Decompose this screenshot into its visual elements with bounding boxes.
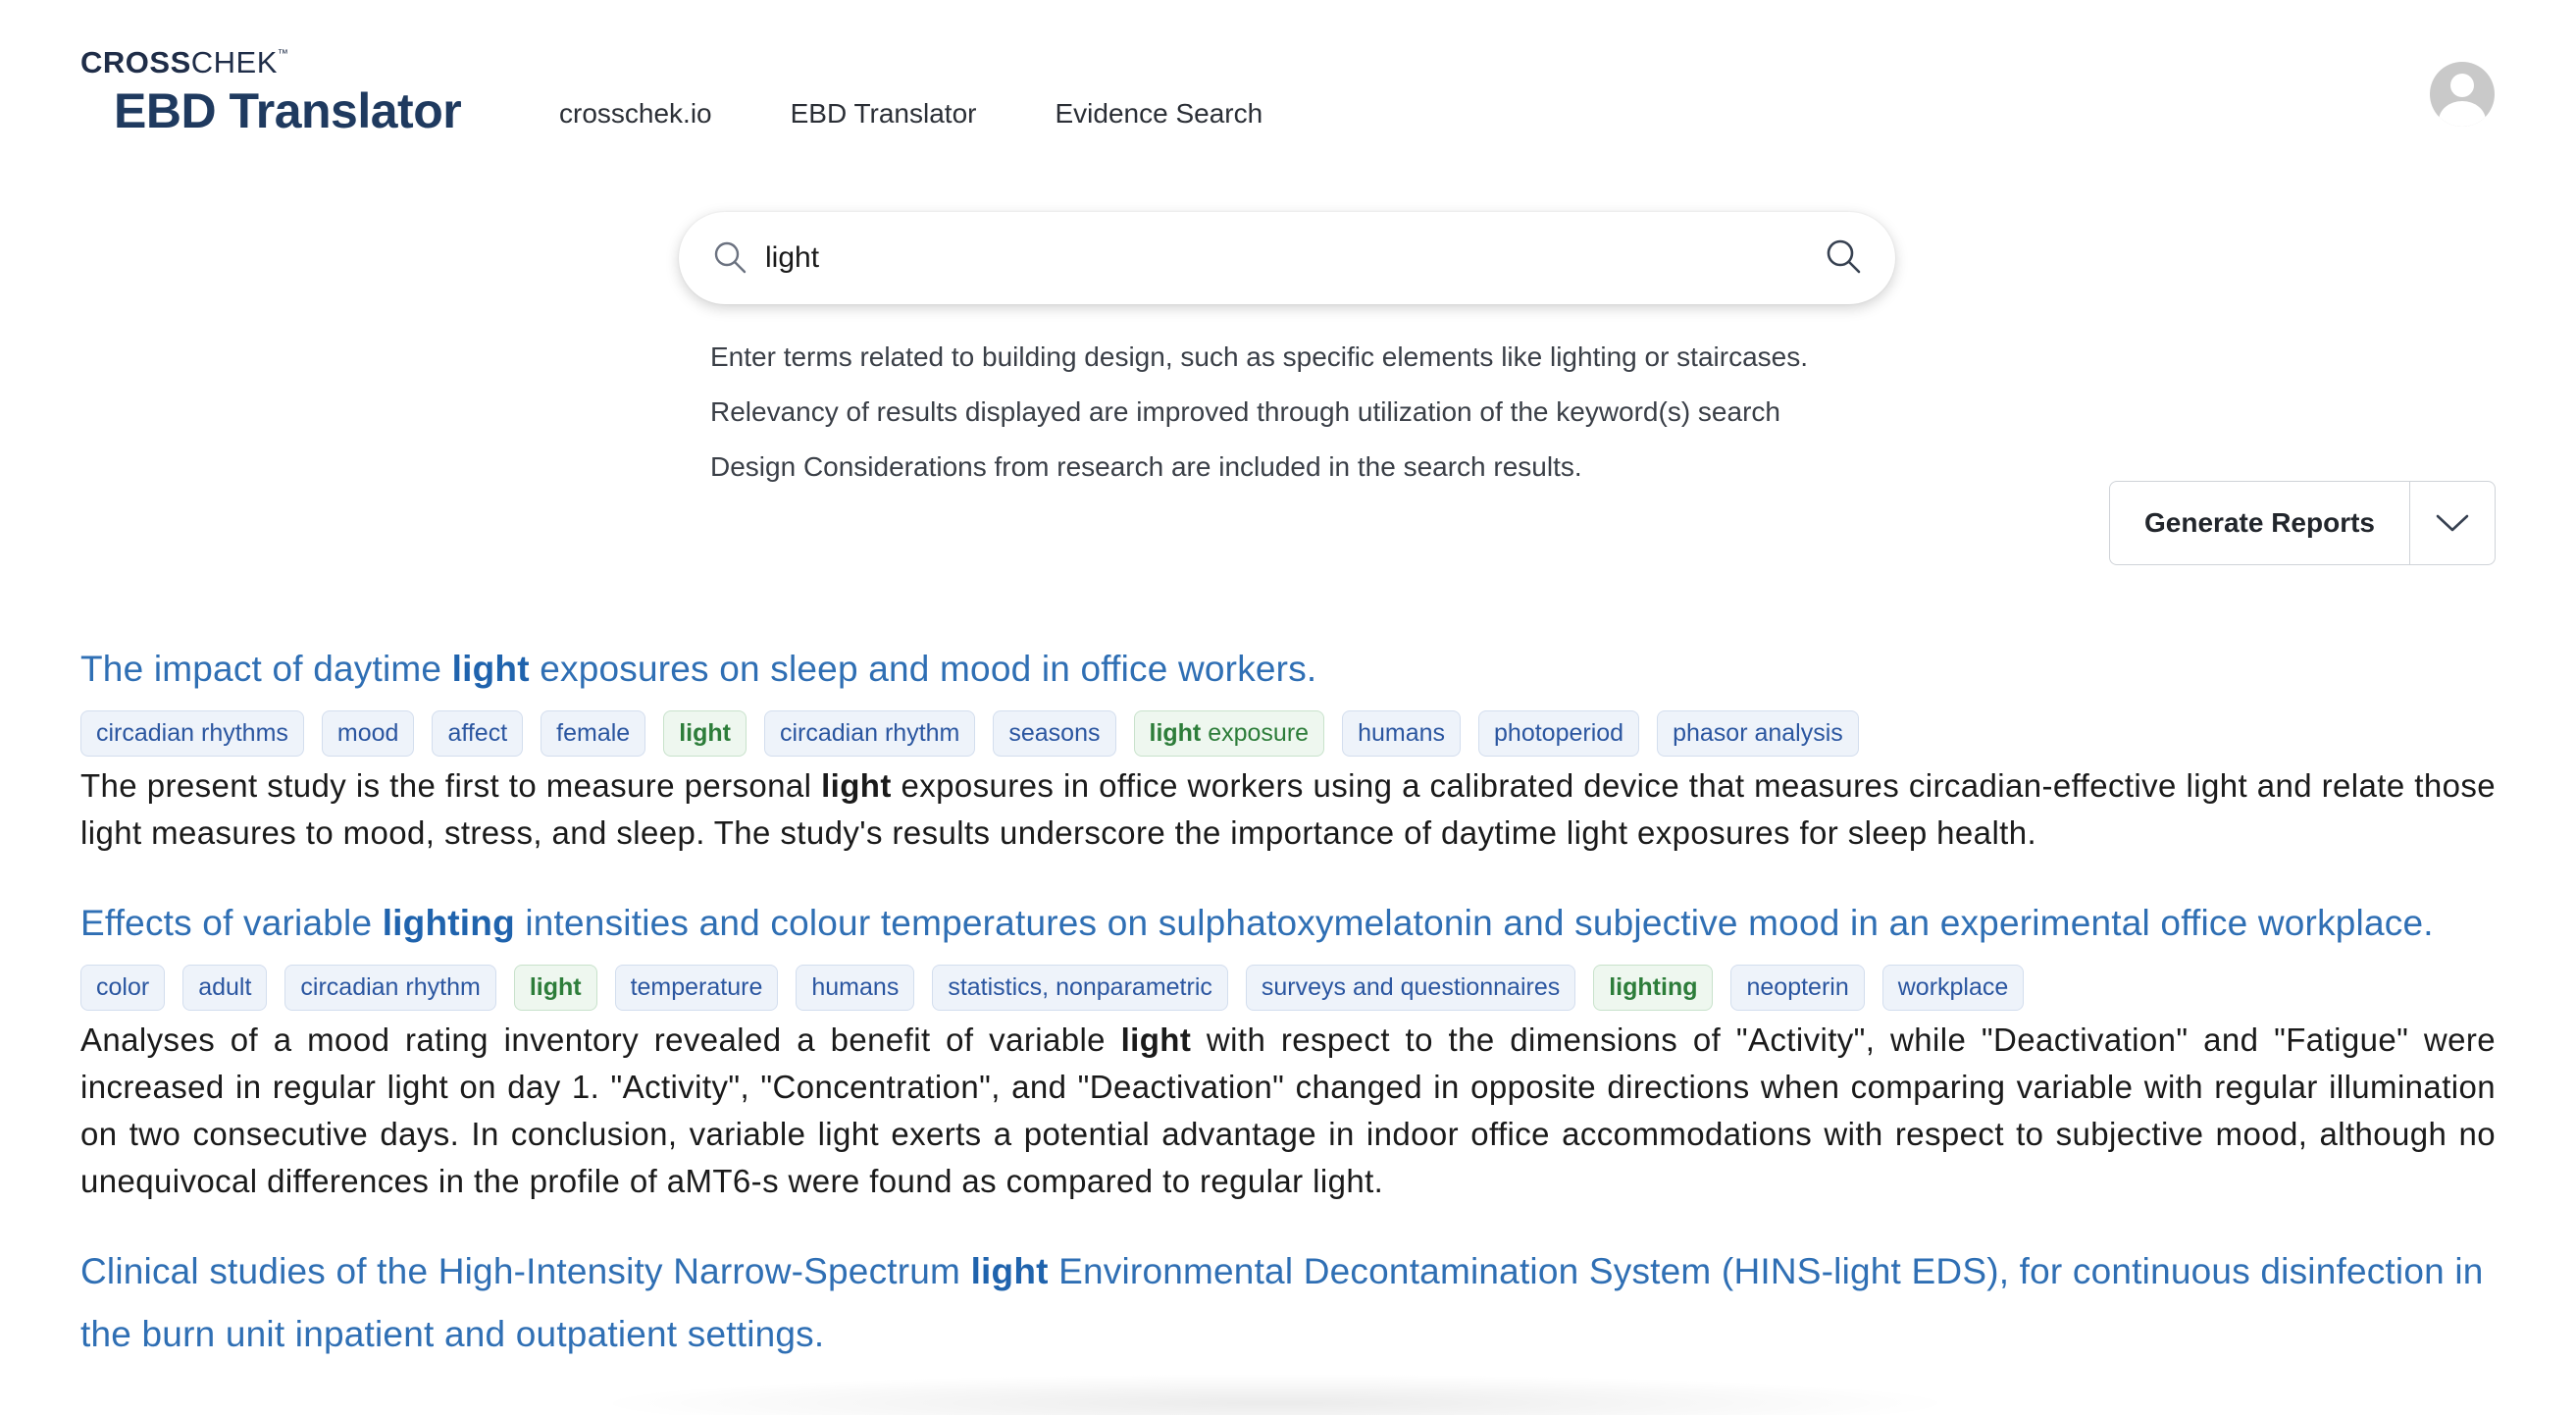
abstract-text: with respect to the dimensions of "Activity", while "Deactivation" and "Fatigue" were increased in regular light on day 1. "Activity", "Concentration", and "Deactivation" changed in opposite directions when comparing variable with regular illumination on two consecutive days. In conclusion, variable light exerts a potential advantage in indoor office accommodations with respect to subjective mood, although no unequivocal differences in the profile of aMT6-s were found as compared to regular light. — [80, 1022, 2496, 1199]
tag-text: seasons — [1008, 719, 1101, 747]
keyword-tag[interactable] — [663, 710, 747, 757]
keyword-tag[interactable] — [80, 710, 304, 757]
title-keyword: lighting — [382, 903, 515, 943]
keyword-tag[interactable] — [1657, 710, 1859, 757]
keyword-tag[interactable] — [615, 965, 779, 1011]
keyword-tag[interactable] — [514, 965, 597, 1011]
tag-text: photoperiod — [1494, 719, 1624, 747]
nav-link-ebd-translator[interactable]: EBD Translator — [790, 98, 977, 129]
search-icon — [712, 239, 747, 275]
title-text: intensities and colour temperatures on sulphatoxymelatonin and subjective mood in an experimental office workplace. — [514, 903, 2434, 943]
nav-link-evidence-search[interactable]: Evidence Search — [1055, 98, 1263, 129]
title-text: Effects of variable — [80, 903, 383, 943]
tag-list — [80, 710, 2496, 757]
chevron-down-icon — [2436, 513, 2469, 533]
hint-line: Design Considerations from research are included in the search results. — [710, 451, 1582, 482]
title-text: Clinical studies of the High-Intensity Narrow-Spectrum — [80, 1251, 971, 1291]
result-item — [80, 1240, 2496, 1366]
tag-text: statistics, nonparametric — [948, 973, 1212, 1001]
tag-text: humans — [1358, 719, 1446, 747]
keyword-tag[interactable] — [796, 965, 914, 1011]
search-bar — [679, 212, 1895, 304]
tag-keyword: light — [529, 973, 582, 1001]
tag-text: surveys and questionnaires — [1261, 973, 1561, 1001]
tag-text: circadian rhythm — [300, 973, 481, 1001]
abstract-text: exposures in office workers using a calibrated device that measures circadian-effective light and relate those light measures to mood, stress, and sleep. The study's results underscore the importance of daytime light exposures for sleep health. — [80, 767, 2496, 851]
keyword-tag[interactable] — [284, 965, 495, 1011]
title-text: exposures on sleep and mood in office workers. — [529, 649, 1317, 689]
tag-keyword: light — [679, 719, 731, 747]
tag-keyword: light — [1149, 719, 1202, 747]
keyword-tag[interactable] — [993, 710, 1115, 757]
tag-text: neopterin — [1746, 973, 1849, 1001]
title-text: The impact of daytime — [80, 649, 452, 689]
result-item — [80, 892, 2496, 1205]
keyword-tag[interactable] — [764, 710, 975, 757]
title-keyword: light — [970, 1251, 1049, 1291]
search-submit-icon[interactable] — [1825, 237, 1862, 275]
user-avatar[interactable] — [2430, 62, 2495, 127]
keyword-tag[interactable] — [1342, 710, 1461, 757]
tag-text: mood — [336, 719, 399, 747]
brand-logo[interactable] — [80, 45, 462, 138]
keyword-tag[interactable] — [1730, 965, 1864, 1011]
tag-text: circadian rhythms — [96, 719, 288, 747]
avatar-head-shape — [2450, 74, 2474, 97]
keyword-tag[interactable] — [1593, 965, 1713, 1011]
tag-keyword: lighting — [1609, 973, 1698, 1001]
keyword-tag[interactable] — [80, 965, 165, 1011]
title-text: Environmental Decontamination System (HINS-light EDS), for continuous disinfection in the burn unit inpatient and outpatient settings. — [80, 1251, 2484, 1354]
keyword-tag[interactable] — [1478, 710, 1639, 757]
tag-text: circadian rhythm — [779, 719, 960, 747]
result-title-link[interactable] — [80, 1240, 2496, 1366]
hint-line: Relevancy of results displayed are improved through utilization of the keyword(s) search — [710, 396, 1780, 427]
search-input[interactable] — [765, 234, 1746, 283]
tag-text: temperature — [630, 973, 763, 1001]
search-hints — [710, 330, 1808, 495]
keyword-tag[interactable] — [1882, 965, 2025, 1011]
hint-line: Enter terms related to building design, such as specific elements like lighting or staircases. — [710, 341, 1808, 372]
tag-text: humans — [811, 973, 900, 1001]
result-title-link[interactable] — [80, 638, 2496, 701]
tag-text: color — [96, 973, 150, 1001]
abstract-text: The present study is the first to measure personal — [80, 767, 822, 804]
abstract-keyword: light — [1120, 1022, 1192, 1058]
wordmark-bold: CROSS — [80, 45, 191, 79]
crosschek-wordmark — [80, 47, 288, 78]
keyword-tag[interactable] — [322, 710, 415, 757]
nav-link-crosschek[interactable]: crosschek.io — [559, 98, 712, 129]
wordmark-light: CHEK — [190, 45, 278, 79]
trademark-sign: ™ — [277, 48, 289, 60]
generate-reports-button[interactable]: Generate Reports — [2110, 482, 2410, 564]
generate-reports-dropdown[interactable] — [2410, 482, 2495, 564]
keyword-tag[interactable] — [432, 710, 523, 757]
avatar-body-shape — [2439, 101, 2486, 127]
tag-list — [80, 965, 2496, 1011]
tag-text: adult — [198, 973, 252, 1001]
result-title-link[interactable] — [80, 892, 2496, 955]
tag-text: workplace — [1897, 973, 2009, 1001]
app-title: EBD Translator — [114, 83, 462, 138]
tag-text: exposure — [1201, 719, 1310, 747]
result-item — [80, 638, 2496, 857]
tag-text: affect — [447, 719, 508, 747]
keyword-tag[interactable] — [1134, 710, 1325, 757]
abstract-text: Analyses of a mood rating inventory revealed a benefit of variable — [80, 1022, 1121, 1058]
title-keyword: light — [451, 649, 530, 689]
result-abstract — [80, 1017, 2496, 1205]
top-nav — [559, 98, 1262, 130]
keyword-tag[interactable] — [541, 710, 645, 757]
result-abstract — [80, 762, 2496, 857]
keyword-tag[interactable] — [1246, 965, 1575, 1011]
tag-text: phasor analysis — [1673, 719, 1843, 747]
generate-reports-split-button — [2109, 481, 2496, 565]
keyword-tag[interactable] — [932, 965, 1228, 1011]
abstract-keyword: light — [821, 767, 892, 804]
keyword-tag[interactable] — [182, 965, 267, 1011]
results-list — [80, 638, 2496, 1401]
tag-text: female — [556, 719, 631, 747]
